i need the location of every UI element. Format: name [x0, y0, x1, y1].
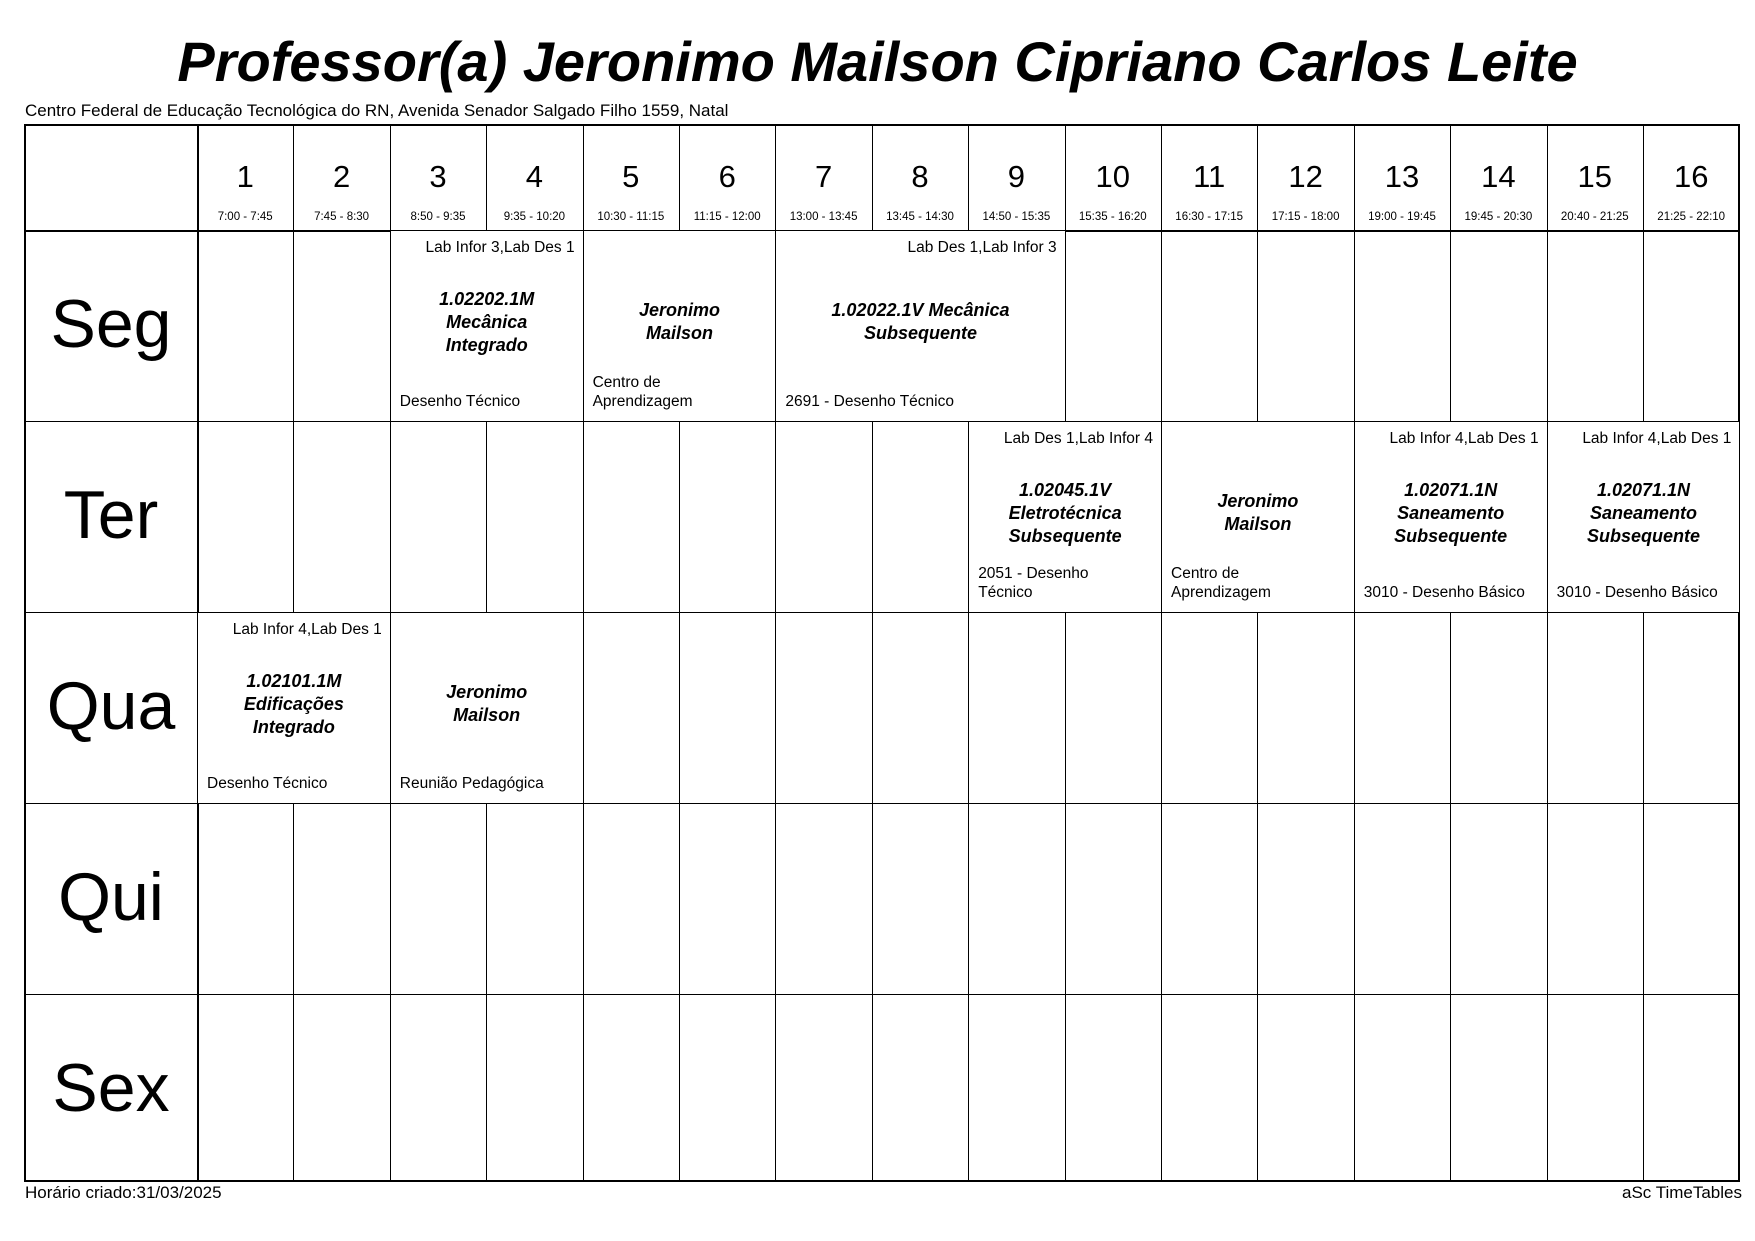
lesson-subject: Desenho Técnico	[399, 393, 521, 410]
lesson-subject: Centro de Aprendizagem	[592, 374, 693, 410]
lesson-class: 1.02202.1M Mecânica Integrado	[439, 288, 535, 355]
period-time: 16:30 - 17:15	[1175, 211, 1244, 223]
day-label-ter: Ter	[63, 476, 159, 553]
lesson-room: Lab Infor 4,Lab Des 1	[232, 621, 382, 638]
period-header	[872, 126, 968, 230]
period-number: 14	[1481, 159, 1516, 194]
period-header	[293, 126, 389, 230]
lesson-card[interactable]	[391, 613, 583, 803]
period-time: 7:00 - 7:45	[217, 211, 273, 223]
lesson-room: Lab Infor 4,Lab Des 1	[1582, 430, 1732, 447]
software-credit: aSc TimeTables	[1622, 1183, 1742, 1202]
period-number: 12	[1288, 159, 1323, 194]
grid-column-line	[1450, 126, 1451, 1180]
lesson-room: Lab Infor 3,Lab Des 1	[425, 239, 575, 256]
period-time: 10:30 - 11:15	[597, 211, 665, 223]
lesson-class: Jeronimo Mailson	[1217, 491, 1299, 534]
lesson-class: 1.02022.1V Mecânica Subsequente	[831, 300, 1010, 343]
period-number: 10	[1095, 159, 1131, 194]
period-header	[197, 126, 293, 230]
period-header	[1547, 126, 1643, 230]
lesson-subject: 2691 - Desenho Técnico	[785, 393, 954, 410]
lesson-card[interactable]	[969, 422, 1161, 612]
period-time: 19:45 - 20:30	[1464, 211, 1533, 223]
period-number: 2	[332, 159, 351, 194]
lesson-subject: Reunião Pedagógica	[399, 775, 544, 792]
period-header	[1065, 126, 1161, 230]
grid-column-line	[1257, 126, 1258, 1180]
grid-column-line	[1547, 126, 1548, 1180]
period-header	[390, 126, 486, 230]
period-time: 7:45 - 8:30	[314, 211, 370, 223]
period-header	[1257, 126, 1353, 230]
lesson-subject: Desenho Técnico	[207, 775, 328, 792]
period-header	[968, 126, 1064, 230]
grid-column-line	[1643, 126, 1644, 1180]
day-label-qui: Qui	[58, 858, 164, 935]
period-number: 5	[622, 159, 640, 194]
lesson-card[interactable]	[391, 231, 583, 421]
school-address: Centro Federal de Educação Tecnológica do RN, Avenida Senador Salgado Filho 1559, Natal	[25, 101, 729, 120]
day-label-qua: Qua	[46, 667, 176, 744]
lesson-class: 1.02045.1V Eletrotécnica Subsequente	[1008, 479, 1122, 546]
grid-row-line	[26, 803, 1738, 804]
lesson-class: 1.02071.1N Saneamento Subsequente	[1394, 479, 1508, 546]
period-time: 21:25 - 22:10	[1657, 211, 1726, 223]
day-label-sex: Sex	[52, 1049, 170, 1126]
lesson-card[interactable]	[1355, 422, 1547, 612]
lesson-subject: 3010 - Desenho Básico	[1363, 584, 1525, 601]
period-number: 9	[1007, 159, 1025, 194]
lesson-room: Lab Des 1,Lab Infor 3	[907, 239, 1057, 256]
period-number: 7	[814, 159, 833, 194]
period-number: 16	[1673, 159, 1709, 194]
period-number: 11	[1193, 159, 1226, 194]
created-date: Horário criado:31/03/2025	[25, 1183, 222, 1202]
grid-column-line	[1065, 126, 1066, 1180]
timetable-grid	[24, 124, 1740, 1182]
period-header	[775, 126, 871, 230]
lesson-card[interactable]	[1162, 422, 1354, 612]
period-number: 3	[429, 159, 447, 194]
period-number: 13	[1384, 159, 1420, 194]
period-time: 15:35 - 16:20	[1078, 211, 1147, 223]
period-header	[583, 126, 679, 230]
lesson-class: 1.02101.1M Edificações Integrado	[243, 670, 344, 737]
lesson-class: 1.02071.1N Saneamento Subsequente	[1586, 479, 1700, 546]
period-header	[1450, 126, 1546, 230]
lesson-room: Lab Infor 4,Lab Des 1	[1389, 430, 1539, 447]
period-header	[1643, 126, 1739, 230]
period-header	[1161, 126, 1257, 230]
period-time: 11:15 - 12:00	[693, 211, 761, 223]
grid-row-line	[26, 994, 1738, 995]
lesson-card[interactable]	[584, 231, 776, 421]
period-time: 13:00 - 13:45	[789, 211, 858, 223]
lesson-card[interactable]	[776, 231, 1064, 421]
lesson-card[interactable]	[198, 613, 390, 803]
lesson-card[interactable]	[1548, 422, 1740, 612]
lesson-room: Lab Des 1,Lab Infor 4	[1003, 430, 1153, 447]
day-label-seg: Seg	[50, 285, 172, 362]
period-time: 8:50 - 9:35	[410, 211, 466, 223]
grid-column-line	[1161, 126, 1162, 1180]
period-time: 20:40 - 21:25	[1560, 211, 1629, 223]
period-number: 8	[911, 159, 929, 194]
period-number: 15	[1577, 159, 1613, 194]
lesson-class: Jeronimo Mailson	[446, 682, 528, 725]
lesson-class: Jeronimo Mailson	[638, 300, 720, 343]
period-number: 1	[236, 159, 254, 194]
period-time: 14:50 - 15:35	[982, 211, 1051, 223]
lesson-subject: Centro de Aprendizagem	[1171, 565, 1271, 601]
period-header	[679, 126, 775, 230]
period-time: 19:00 - 19:45	[1368, 211, 1436, 223]
period-time: 9:35 - 10:20	[503, 211, 566, 223]
period-time: 13:45 - 14:30	[886, 211, 954, 223]
grid-column-line	[1354, 126, 1355, 1180]
lesson-subject: 3010 - Desenho Básico	[1556, 584, 1718, 601]
period-number: 4	[525, 159, 543, 194]
lesson-subject: 2051 - Desenho Técnico	[978, 565, 1089, 601]
period-header	[1354, 126, 1450, 230]
period-time: 17:15 - 18:00	[1271, 211, 1340, 223]
period-header	[486, 126, 582, 230]
period-number: 6	[718, 159, 736, 194]
page-title: Professor(a) Jeronimo Mailson Cipriano Carlos Leite	[177, 30, 1578, 93]
